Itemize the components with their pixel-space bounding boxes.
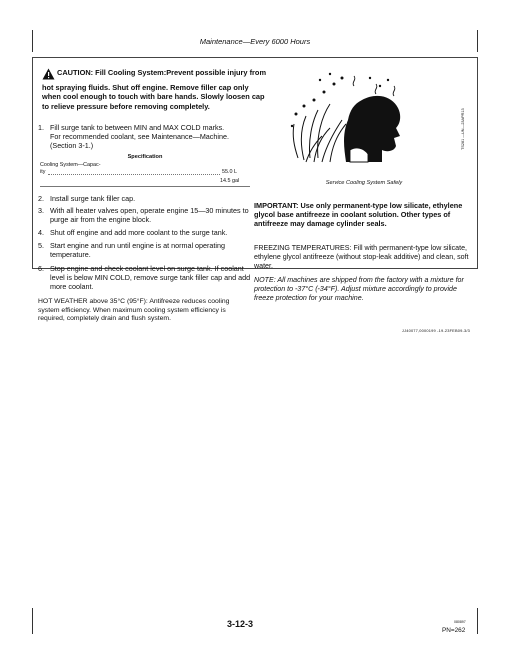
page-number: 3-12-3: [227, 619, 254, 629]
warning-triangle-icon: [42, 68, 55, 83]
freezing-temperatures-text: FREEZING TEMPERATURES: Fill with permanent-type low silicate, ethylene glycol antifreeze (without stop-leak additive) and clean, soft water.: [254, 244, 469, 270]
step-5: 5. Start engine and run until engine is at normal operating temperature.: [38, 241, 226, 259]
spec-value-gallons: 14.5 gal: [220, 178, 240, 184]
step-1: 1. Fill surge tank to between MIN and MAX COLD marks. For recommended coolant, see Maintenance—Machine. (Section 3-1.): [38, 123, 229, 150]
step-4: 4. Shut off engine and add more coolant to the surge tank.: [38, 228, 228, 237]
illustration-caption: Service Cooling System Safely: [325, 180, 403, 186]
caution-text: CAUTION: Fill Cooling System:Prevent possible injury from hot spraying fluids. Shut off engine. Remove filler cap only when cool enough to touch with bare hands. Slowly loosen cap to relieve pressure before removing completely.: [42, 68, 267, 111]
footer-pn: PN=262: [442, 627, 466, 634]
page-header-title: Maintenance—Every 6000 Hours: [199, 37, 311, 46]
reference-code: JJ40077,0000199 -19-23FEB09-3/3: [401, 328, 470, 333]
footer-code: 080897: [454, 620, 466, 624]
spec-label-1: Cooling System—Capac-: [40, 162, 101, 168]
note-text: NOTE: All machines are shipped from the factory with a mixture for protection to -37°C (-34°F). Adjust mixture accordingly to provide freeze protection for your machine.: [254, 276, 464, 302]
step-6: 6. Stop engine and check coolant level on surge tank. If coolant level is below MIN COLD, remove surge tank filler cap and add more coolant.: [38, 264, 251, 291]
spec-leader: [48, 174, 220, 175]
spray-hazard-illustration: [284, 66, 444, 178]
caution-block: [42, 68, 268, 111]
hot-weather-text: HOT WEATHER above 35°C (95°F): Antifreeze reduces cooling system efficiency. When maximum cooling system efficiency is required, completely drain and flush system.: [38, 298, 230, 323]
step-3: 3. With all heater valves open, operate engine 15—30 minutes to purge air from the engine block.: [38, 206, 249, 224]
important-text: IMPORTANT: Use only permanent-type low silicate, ethylene glycol base antifreeze in coolant solution. Other types of antifreeze may damage cylinder seals.: [254, 201, 463, 229]
spec-title: Specification: [127, 154, 163, 160]
spec-label-2: ity: [40, 169, 46, 175]
spec-value-liters: 55.0 L: [222, 169, 237, 175]
illustration-side-code: TS281 —UN—23APR13: [461, 108, 465, 150]
step-2: 2. Install surge tank filler cap.: [38, 194, 136, 203]
